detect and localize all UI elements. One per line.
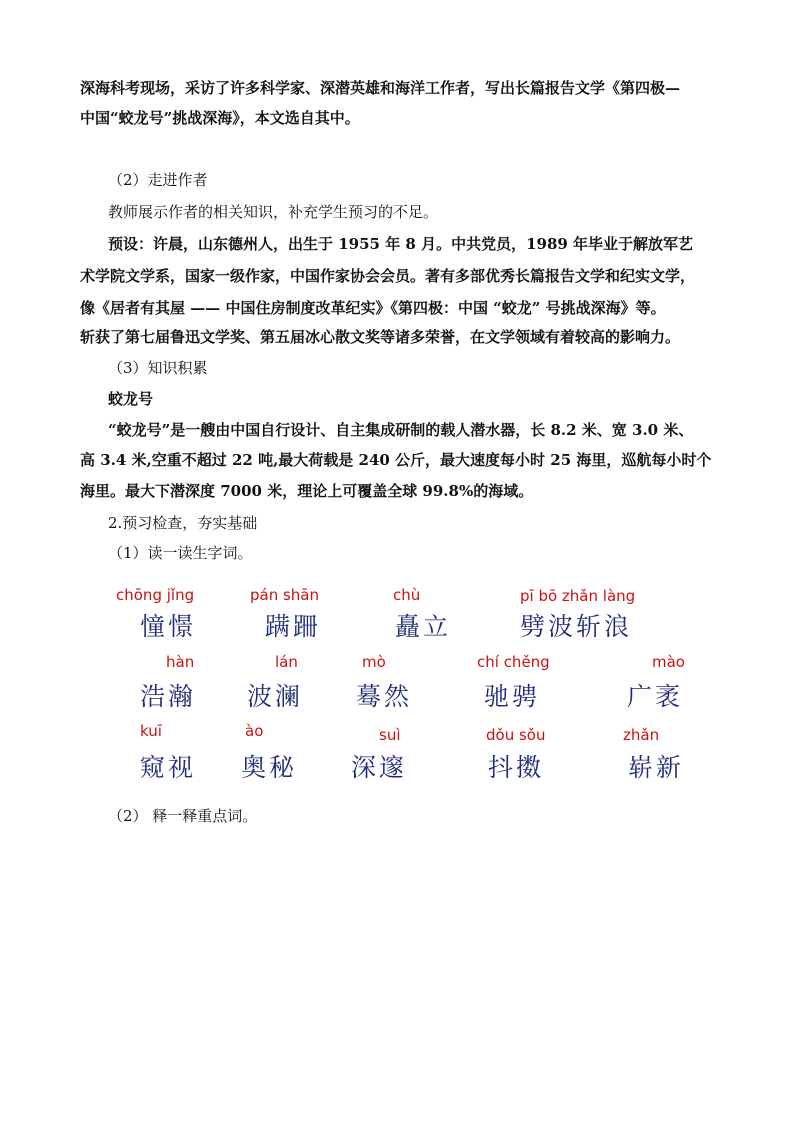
subheading: （2） 释一释重点词。 <box>108 807 258 825</box>
paragraph-line: 海里。最大下潜深度 7000 米，理论上可覆盖全球 99.8%的海域。 <box>80 482 534 500</box>
paragraph-line: 教师展示作者的相关知识，补充学生预习的不足。 <box>108 203 439 221</box>
paragraph-line: 高 3.4 米,空重不超过 22 吨,最大荷载是 240 公斤，最大速度每小时 25 海里，巡航每小时个 <box>80 451 712 469</box>
paragraph-line: 中国“蛟龙号”挑战深海》，本文选自其中。 <box>80 109 360 127</box>
pinyin-label: ào <box>245 722 264 740</box>
paragraph-line: 预设：许晨，山东德州人，出生于 1955 年 8 月。中共党员，1989 年毕业于解放军艺 <box>108 235 694 253</box>
pinyin-label: mò <box>362 653 386 671</box>
pinyin-label: chù <box>393 586 421 604</box>
pinyin-label: pī bō zhǎn làng <box>520 587 636 605</box>
section-heading: （3）知识积累 <box>108 359 208 377</box>
vocab-word: 深邃 <box>351 753 408 782</box>
vocab-word: 劈波斩浪 <box>520 612 633 641</box>
pinyin-label: kuī <box>140 722 162 740</box>
paragraph-line: 术学院文学系，国家一级作家，中国作家协会会员。著有多部优秀长篇报告文学和纪实文学， <box>80 267 696 285</box>
pinyin-label: pán shān <box>250 586 320 604</box>
paragraph-line: 斩获了第七届鲁迅文学奖、第五届冰心散文奖等诸多荣誉，在文学领域有着较高的影响力。 <box>80 328 681 346</box>
vocab-word: 广袤 <box>627 682 684 711</box>
vocab-word: 浩瀚 <box>140 682 197 711</box>
vocab-word: 波澜 <box>247 682 304 711</box>
pinyin-label: zhǎn <box>623 726 660 744</box>
vocab-word: 蹒跚 <box>265 612 322 641</box>
paragraph-line: “蛟龙号”是一艘由中国自行设计、自主集成研制的载人潜水器，长 8.2 米、宽 3.0 米、 <box>108 421 694 439</box>
pinyin-label: mào <box>652 653 685 671</box>
vocab-word: 蓦然 <box>356 682 413 711</box>
vocab-word: 窥视 <box>140 753 197 782</box>
paragraph-line: 像《居者有其屋 —— 中国住房制度改革纪实》《第四极：中国 “蛟龙” 号挑战深海》等。 <box>80 299 666 317</box>
vocab-word: 抖擞 <box>488 753 545 782</box>
pinyin-label: hàn <box>166 653 195 671</box>
subheading: （1）读一读生字词。 <box>108 544 253 562</box>
section-heading: （2）走进作者 <box>108 171 208 189</box>
subheading: 蛟龙号 <box>108 390 154 408</box>
vocab-word: 憧憬 <box>140 612 197 641</box>
vocab-word: 崭新 <box>628 753 685 782</box>
pinyin-label: suì <box>379 726 401 744</box>
vocab-word: 矗立 <box>395 612 452 641</box>
vocab-word: 驰骋 <box>484 682 541 711</box>
pinyin-label: chí chěng <box>477 653 550 671</box>
pinyin-label: dǒu sǒu <box>486 726 546 744</box>
pinyin-label: chōng jǐng <box>116 586 195 604</box>
pinyin-label: lán <box>275 653 298 671</box>
paragraph-line: 深海科考现场，采访了许多科学家、深潜英雄和海洋工作者，写出长篇报告文学《第四极— <box>80 79 681 97</box>
vocab-word: 奥秘 <box>241 753 298 782</box>
section-heading: 2.预习检查，夯实基础 <box>108 514 258 532</box>
